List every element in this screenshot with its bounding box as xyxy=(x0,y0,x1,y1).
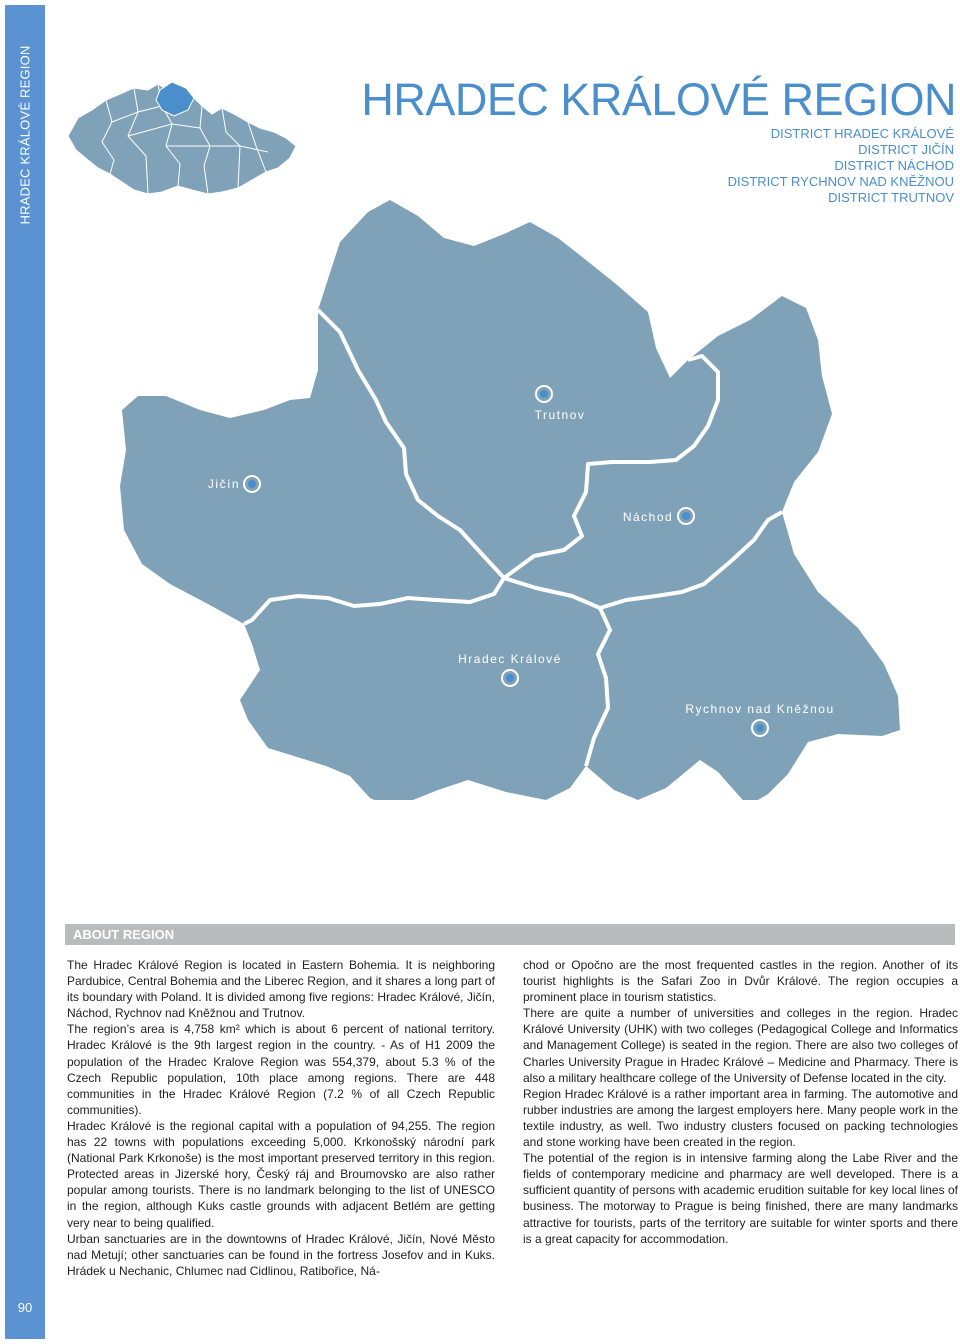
district-list xyxy=(728,126,954,206)
page-number: 90 xyxy=(17,1300,33,1315)
label-hradec: Hradec Králové xyxy=(458,652,562,666)
about-header xyxy=(65,924,955,945)
district-item: DISTRICT TRUTNOV xyxy=(828,190,954,205)
district-item: DISTRICT HRADEC KRÁLOVÉ xyxy=(770,126,954,141)
label-jicin: Jičín xyxy=(207,477,241,491)
czech-locator-map xyxy=(62,76,302,200)
page-title: HRADEC KRÁLOVÉ REGION xyxy=(361,74,956,125)
about-left-column xyxy=(67,957,495,1279)
about-paragraph: Region Hradec Králové is a rather important area in farming. The automotive and rubber industries are among the largest employers here. Many people work in the textile industry, as well. Two industry clusters focused on packing technologies and stone working have been created in the region. xyxy=(523,1086,958,1150)
sidebar-title-wrap xyxy=(5,5,45,265)
label-rychnov: Rychnov nad Kněžnou xyxy=(685,702,835,716)
district-item: DISTRICT JIČÍN xyxy=(858,142,954,157)
about-right-column xyxy=(523,957,958,1247)
district-item: DISTRICT RYCHNOV NAD KNĚŽNOU xyxy=(727,174,954,189)
about-heading: ABOUT REGION xyxy=(73,927,175,942)
about-paragraph: The region’s area is 4,758 km² which is about 6 percent of national territory. Hradec Králové is the 9th largest region in the country. - As of H1 2009 the population of the Hradec Kralove Region was 554,379, about 5.3 % of the Czech Republic population, 10th place among regions. There are 448 communities in the Hradec Králové Region (7.2 % of all Czech Republic communities). xyxy=(67,1022,495,1117)
about-paragraph: Urban sanctuaries are in the downtowns of Hradec Králové, Jičín, Nové Město nad Metují; other sanctuaries can be found in the fortress Josefov and in Kuks. Hrádek u Nechanic, Chlumec nad Cidlinou, Ratibořice, Ná- xyxy=(67,1231,495,1278)
sidebar-title: HRADEC KRÁLOVÉ REGION xyxy=(17,45,33,225)
about-paragraph: The potential of the region is in intensive farming along the Labe River and the fields of contemporary medicine and pharmacy are well developed. There is a sufficient quantity of persons with academic erudition suitable for key local lines of business. The motorway to Prague is being finished, there are many landmarks attractive for tourists, parts of the territory are suitable for winter sports and there is a great capacity for accommodation. xyxy=(523,1151,958,1246)
about-paragraph: The Hradec Králové Region is located in Eastern Bohemia. It is neighboring Pardubice, Central Bohemia and the Liberec Region, and it shares a long part of its boundary with Poland. It is divided among five regions: Hradec Králové, Jičín, Náchod, Rychnov nad Kněžnou and Trutnov. xyxy=(67,958,495,1021)
about-paragraph: There are quite a number of universities and colleges in the region. Hradec Králové University (UHK) with two colleges (Pedagogical College and Informatics and Management College) is seated in the region. There are also two colleges of Charles University Prague in Hradec Králové – Medicine and Pharmacy. There is also a military healthcare college of the University of Defense located in the city. xyxy=(523,1006,958,1085)
label-nachod: Náchod xyxy=(622,510,674,524)
about-paragraph: chod or Opočno are the most frequented castles in the region. Another of its tourist highlights is the Safari Zoo in Dvůr Králové. The region occupies a prominent place in tourism statistics. xyxy=(523,958,958,1005)
district-item: DISTRICT NÁCHOD xyxy=(834,158,954,173)
region-map xyxy=(118,200,918,800)
about-paragraph: Hradec Králové is the regional capital with a population of 94,255. The region has 22 towns with populations exceeding 5,000. Krkonošský národní park (National Park Krkonoše) is the most important preserved territory in this region. Protected areas in Jizerské hory, Český ráj and Broumovsko are also rather popular among tourists. There is no landmark belonging to the list of UNESCO in the region, although Kuks castle grounds with adjacent Betlém are getting very near to being qualified. xyxy=(67,1118,495,1230)
label-trutnov: Trutnov xyxy=(534,408,586,422)
